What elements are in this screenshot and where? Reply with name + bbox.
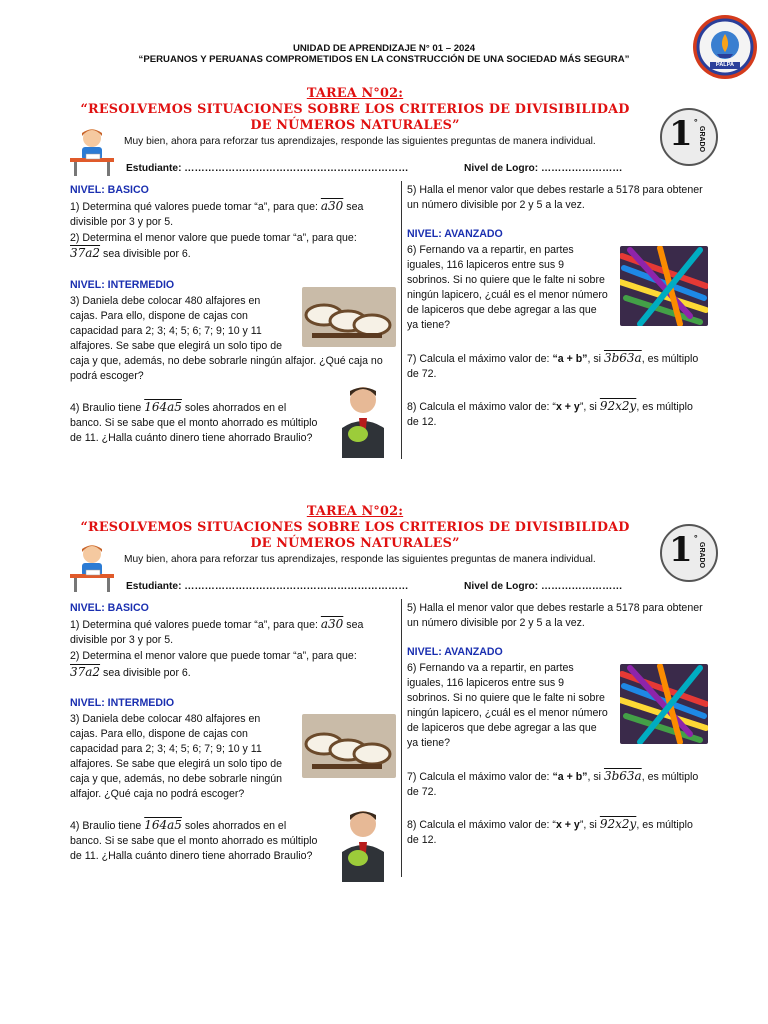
q1-text-end: sea bbox=[346, 201, 364, 213]
q8-number: 92x2y bbox=[599, 817, 637, 831]
alfajores-image bbox=[302, 287, 396, 347]
q5-line1: 5) Halla el menor valor que debes restarle a 5178 para obtener bbox=[407, 184, 703, 196]
unit-title: UNIDAD DE APRENDIZAJE N° 01 – 2024 bbox=[292, 43, 476, 54]
q7-text: 7) Calcula el máximo valor de: bbox=[407, 771, 550, 783]
task-number bbox=[40, 86, 670, 102]
q3-line6: podrá escoger? bbox=[70, 370, 144, 382]
q7-number: 3b63a bbox=[603, 769, 642, 783]
question-7 bbox=[407, 769, 698, 785]
level-advanced-heading: NIVEL: AVANZADO bbox=[407, 646, 503, 658]
man-piggybank-image bbox=[332, 802, 394, 882]
q2-number: 37a2 bbox=[70, 246, 101, 260]
pens-image bbox=[620, 246, 708, 326]
q6-line5: de lapiceros que debe agregar a las que bbox=[407, 722, 597, 734]
question-8 bbox=[407, 399, 693, 415]
q6-line5: de lapiceros que debe agregar a las que bbox=[407, 304, 597, 316]
instructions: Muy bien, ahora para reforzar tus aprendizajes, responde las siguientes preguntas de manera individual. bbox=[124, 554, 596, 565]
q6-line2: iguales, 116 lapiceros entre sus 9 bbox=[407, 259, 565, 271]
task-title-line1: “RESOLVEMOS SITUACIONES SOBRE LOS CRITERIOS DE DIVISIBILIDAD bbox=[80, 102, 630, 117]
q8-expression: x + y bbox=[555, 819, 580, 831]
level-intermediate-heading: NIVEL: INTERMEDIO bbox=[70, 279, 175, 291]
unit-slogan: “PERUANOS Y PERUANAS COMPROMETIDOS EN LA CONSTRUCCIÓN DE UNA SOCIEDAD MÁS SEGURA” bbox=[138, 54, 630, 65]
question-4 bbox=[70, 818, 286, 834]
q4-line2: banco. Si se sabe que el monto ahorrado es múltiplo bbox=[70, 417, 318, 429]
question-2: 2) Determina el menor valore que puede tomar “a”, para que: bbox=[70, 650, 357, 662]
q1-text: 1) Determina qué valores puede tomar “a”, para que: bbox=[70, 619, 318, 631]
level-basic-heading: NIVEL: BASICO bbox=[70, 184, 149, 196]
task-title-line1: “RESOLVEMOS SITUACIONES SOBRE LOS CRITERIOS DE DIVISIBILIDAD bbox=[80, 520, 630, 535]
man-piggybank-image bbox=[332, 378, 394, 458]
q3-line3: capacidad para 2; 3; 4; 5; 6; 7; 9; 10 y 11 bbox=[70, 325, 262, 337]
question-8 bbox=[407, 817, 693, 833]
logo-text: PALPA bbox=[715, 62, 735, 68]
q4-number: 164a5 bbox=[144, 818, 182, 832]
q8-text-mid: ”, si bbox=[579, 819, 597, 831]
question-7 bbox=[407, 351, 698, 367]
q3-line4: alfajores. Se sabe que elegirá un solo tipo de bbox=[70, 340, 283, 352]
question-4 bbox=[70, 400, 286, 416]
q7-text-end: , es múltiplo bbox=[641, 353, 699, 365]
q3-line2: cajas. Para ello, dispone de cajas con bbox=[70, 310, 248, 322]
q1-number: a30 bbox=[320, 617, 344, 631]
q8-text-mid: ”, si bbox=[579, 401, 597, 413]
q4-line3: de 11. ¿Halla cuánto dinero tiene ahorrado Braulio? bbox=[70, 850, 313, 862]
q6-line3: sobrinos. Si no quiere que le falte ni sobre bbox=[407, 274, 605, 286]
q6-line6: ya tiene? bbox=[407, 319, 450, 331]
q8-text: 8) Calcula el máximo valor de: “ bbox=[407, 401, 556, 413]
q8-number: 92x2y bbox=[599, 399, 637, 413]
q6-line2: iguales, 116 lapiceros entre sus 9 bbox=[407, 677, 565, 689]
grade-degree: ° bbox=[694, 117, 698, 127]
q3-line1: 3) Daniela debe colocar 480 alfajores en bbox=[70, 713, 261, 725]
achievement-level-field[interactable]: Nivel de Logro: …………………… bbox=[464, 163, 623, 174]
q4-text-end: soles ahorrados en el bbox=[184, 402, 287, 414]
column-divider bbox=[401, 181, 402, 459]
q7-text: 7) Calcula el máximo valor de: bbox=[407, 353, 550, 365]
q6-line1: 6) Fernando va a repartir, en partes bbox=[407, 244, 574, 256]
level-intermediate-heading: NIVEL: INTERMEDIO bbox=[70, 697, 175, 709]
alfajores-image bbox=[302, 714, 396, 778]
task-title-line2: DE NÚMEROS NATURALES” bbox=[250, 118, 460, 133]
q3-line3: capacidad para 2; 3; 4; 5; 6; 7; 9; 10 y 11 bbox=[70, 743, 262, 755]
q3-line6: alfajor. ¿Qué caja no podrá escoger? bbox=[70, 788, 245, 800]
q3-line1: 3) Daniela debe colocar 480 alfajores en bbox=[70, 295, 261, 307]
question-2-cont bbox=[70, 246, 191, 262]
q3-line4: alfajores. Se sabe que elegirá un solo tipo de bbox=[70, 758, 283, 770]
achievement-level-field[interactable]: Nivel de Logro: …………………… bbox=[464, 581, 623, 592]
q4-text: 4) Braulio tiene bbox=[70, 402, 142, 414]
q1-text: 1) Determina qué valores puede tomar “a”, para que: bbox=[70, 201, 318, 213]
q6-line6: ya tiene? bbox=[407, 737, 450, 749]
q1-text-end: sea bbox=[346, 619, 364, 631]
q7-text-mid: , si bbox=[587, 353, 602, 365]
student-name-field[interactable]: Estudiante: ………………………………………………………… bbox=[126, 581, 409, 592]
q3-line2: cajas. Para ello, dispone de cajas con bbox=[70, 728, 248, 740]
q7-line2: de 72. bbox=[407, 786, 437, 798]
task-title-line2: DE NÚMEROS NATURALES” bbox=[250, 536, 460, 551]
q4-number: 164a5 bbox=[144, 400, 182, 414]
task-label: TAREA N°02: bbox=[306, 86, 404, 101]
q6-line3: sobrinos. Si no quiere que le falte ni sobre bbox=[407, 692, 605, 704]
q5-line2: un número divisible por 2 y 5 a la vez. bbox=[407, 199, 585, 211]
student-illustration bbox=[66, 542, 118, 592]
q5-line1: 5) Halla el menor valor que debes restarle a 5178 para obtener bbox=[407, 602, 703, 614]
q8-text: 8) Calcula el máximo valor de: “ bbox=[407, 819, 556, 831]
q4-text-end: soles ahorrados en el bbox=[184, 820, 287, 832]
task-number bbox=[40, 504, 670, 520]
grade-degree: ° bbox=[694, 533, 698, 543]
q2-text-end: sea divisible por 6. bbox=[103, 667, 191, 679]
q3-line5: caja y que, además, no debe sobrarle ningún alfajor. ¿Qué caja no bbox=[70, 355, 383, 367]
column-divider bbox=[401, 599, 402, 877]
q7-text-mid: , si bbox=[587, 771, 602, 783]
student-illustration bbox=[66, 126, 118, 176]
q8-expression: x + y bbox=[555, 401, 580, 413]
school-logo bbox=[692, 14, 758, 80]
question-1-cont: divisible por 3 y por 5. bbox=[70, 634, 174, 646]
question-1-cont: divisible por 3 y por 5. bbox=[70, 216, 174, 228]
q4-line3: de 11. ¿Halla cuánto dinero tiene ahorrado Braulio? bbox=[70, 432, 313, 444]
grade-number: 1 bbox=[669, 530, 693, 570]
level-basic-heading: NIVEL: BASICO bbox=[70, 602, 149, 614]
q7-number: 3b63a bbox=[603, 351, 642, 365]
instructions: Muy bien, ahora para reforzar tus aprendizajes, responde las siguientes preguntas de manera individual. bbox=[124, 136, 596, 147]
grade-number: 1 bbox=[669, 114, 693, 154]
question-1 bbox=[70, 199, 363, 215]
q5-line2: un número divisible por 2 y 5 a la vez. bbox=[407, 617, 585, 629]
q7-text-end: , es múltiplo bbox=[641, 771, 699, 783]
level-advanced-heading: NIVEL: AVANZADO bbox=[407, 228, 503, 240]
grade-badge bbox=[660, 108, 718, 166]
question-2-cont bbox=[70, 665, 191, 681]
pens-image bbox=[620, 664, 708, 744]
q2-number: 37a2 bbox=[70, 665, 101, 679]
q4-line2: banco. Si se sabe que el monto ahorrado es múltiplo bbox=[70, 835, 318, 847]
q1-number: a30 bbox=[320, 199, 344, 213]
question-1 bbox=[70, 617, 363, 633]
q3-line5: caja y que, además, no debe sobrarle ningún bbox=[70, 773, 283, 785]
q6-line1: 6) Fernando va a repartir, en partes bbox=[407, 662, 574, 674]
q7-line2: de 72. bbox=[407, 368, 437, 380]
q8-text-end: , es múltiplo bbox=[636, 819, 693, 831]
task-label: TAREA N°02: bbox=[306, 504, 404, 519]
q8-text-end: , es múltiplo bbox=[636, 401, 693, 413]
q8-line2: de 12. bbox=[407, 416, 437, 428]
q6-line4: ningún lapicero, ¿cuál es el menor número bbox=[407, 707, 608, 719]
q8-line2: de 12. bbox=[407, 834, 437, 846]
q4-text: 4) Braulio tiene bbox=[70, 820, 142, 832]
q2-text-end: sea divisible por 6. bbox=[103, 248, 191, 260]
grade-word: GRADO bbox=[698, 126, 705, 153]
q7-expression: “a + b” bbox=[552, 353, 588, 365]
grade-word: GRADO bbox=[698, 542, 705, 569]
question-2: 2) Determina el menor valore que puede tomar “a”, para que: bbox=[70, 232, 357, 244]
q6-line4: ningún lapicero, ¿cuál es el menor número bbox=[407, 289, 608, 301]
grade-badge bbox=[660, 524, 718, 582]
student-name-field[interactable]: Estudiante: ………………………………………………………… bbox=[126, 163, 409, 174]
q7-expression: “a + b” bbox=[552, 771, 588, 783]
